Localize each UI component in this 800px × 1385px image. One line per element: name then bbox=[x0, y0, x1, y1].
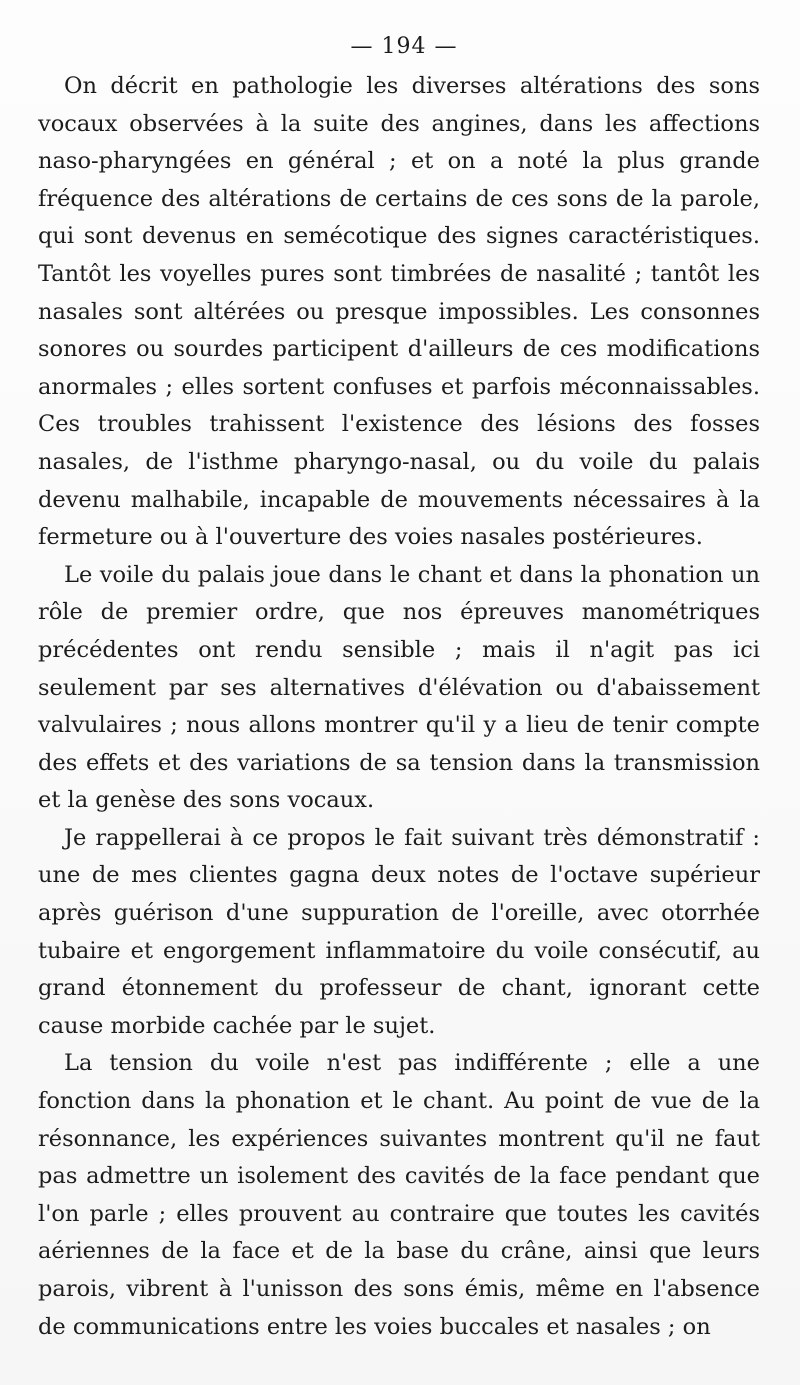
paragraph-1: On décrit en pathologie les diverses altérations des sons vocaux observées à la suite des angines, dans les affections naso-pharyngées en général ; et on a noté la plus grande fréquence des altérations de certains de ces sons de la parole, qui sont devenus en semécotique des signes caractéristiques. Tantôt les voyelles pures sont timbrées de nasalité ; tantôt les nasales sont altérées ou presque impossibles. Les consonnes sonores ou sourdes participent d'ailleurs de ces modifications anormales ; elles sortent confuses et parfois méconnaissables. Ces troubles trahissent l'existence des lésions des fosses nasales, de l'isthme pharyngo-nasal, ou du voile du palais devenu malhabile, incapable de mouvements nécessaires à la fermeture ou à l'ouverture des voies nasales postérieures. bbox=[38, 73, 760, 551]
page-number: — 194 — bbox=[350, 34, 458, 59]
paragraph-2: Le voile du palais joue dans le chant et dans la phonation un rôle de premier ordre, que nos épreuves manométriques précédentes ont rendu sensible ; mais il n'agit pas ici seulement par ses alternatives d'élévation ou d'abaissement valvulaires ; nous allons montrer qu'il y a lieu de tenir compte des effets et des variations de sa tension dans la transmission et la genèse des sons vocaux. bbox=[38, 561, 760, 814]
paragraph-3: Je rappellerai à ce propos le fait suivant très démonstratif : une de mes clientes gagna deux notes de l'octave supérieur après guérison d'une suppuration de l'oreille, avec otorrhée tubaire et engorgement inflammatoire du voile consécutif, au grand étonnement du professeur de chant, ignorant cette cause morbide cachée par le sujet. bbox=[38, 824, 760, 1039]
paragraph-4: La tension du voile n'est pas indifférente ; elle a une fonction dans la phonation et le chant. Au point de vue de la résonnance, les expériences suivantes montrent qu'il ne faut pas admettre un isolement des cavités de la face pendant que l'on parle ; elles prouvent au contraire que toutes les cavités aériennes de la face et de la base du crâne, ainsi que leurs parois, vibrent à l'unisson des sons émis, même en l'absence de communications entre les voies buccales et nasales ; on bbox=[38, 1050, 760, 1340]
